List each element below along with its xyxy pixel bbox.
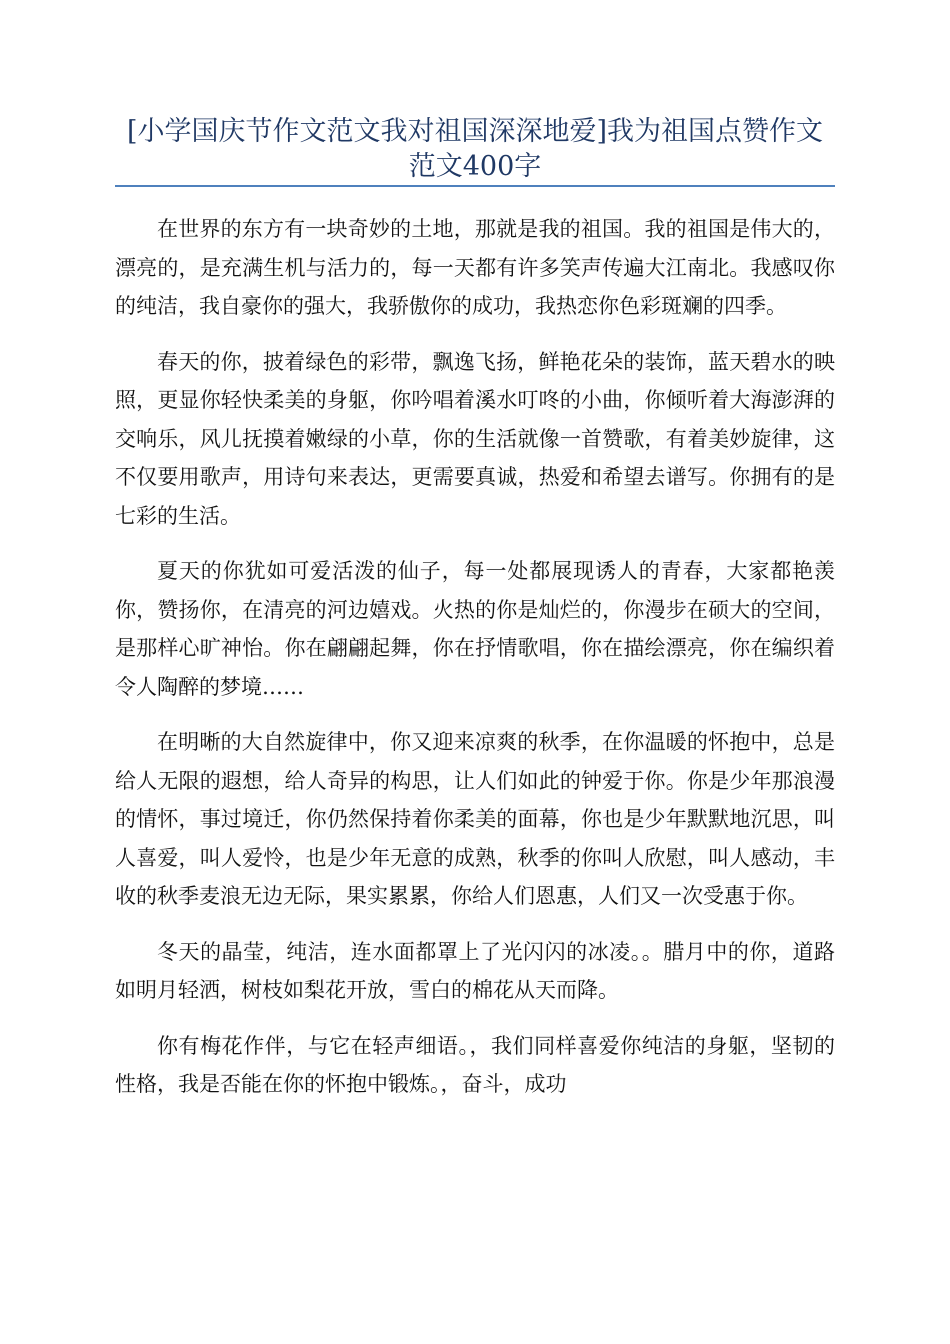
title-underline: [115, 185, 835, 187]
paragraph-4: 在明晰的大自然旋律中，你又迎来凉爽的秋季，在你温暖的怀抱中，总是给人无限的遐想，给人奇异的构思，让人们如此的钟爱于你。你是少年那浪漫的情怀，事过境迁，你仍然保持着你柔美的面幕，你也是少年默默地沉思，叫人喜爱，叫人爱怜，也是少年无意的成熟，秋季的你叫人欣慰，叫人感动，丰收的秋季麦浪无边无际，果实累累，你给人们恩惠，人们又一次受惠于你。: [115, 730, 835, 908]
document-body: [115, 210, 835, 1121]
paragraph-6: 你有梅花作伴，与它在轻声细语。，我们同样喜爱你纯洁的身躯，坚韧的性格，我是否能在你的怀抱中锻炼。，奋斗，成功: [115, 1033, 835, 1096]
paragraph-2: 春天的你，披着绿色的彩带，飘逸飞扬，鲜艳花朵的装饰，蓝天碧水的映照，更显你轻快柔美的身躯，你吟唱着溪水叮咚的小曲，你倾听着大海澎湃的交响乐，风儿抚摸着嫩绿的小草，你的生活就像一首赞歌，有着美妙旋律，这不仅要用歌声，用诗句来表达，更需要真诚，热爱和希望去谱写。你拥有的是七彩的生活。: [115, 349, 835, 528]
paragraph-1: 在世界的东方有一块奇妙的土地，那就是我的祖国。我的祖国是伟大的，漂亮的，是充满生机与活力的，每一天都有许多笑声传遍大江南北。我感叹你的纯洁，我自豪你的强大，我骄傲你的成功，我热恋你色彩斑斓的四季。: [115, 217, 835, 318]
document-title: [小学国庆节作文范文我对祖国深深地爱]我为祖国点赞作文范文400字: [126, 116, 824, 182]
title-block: [115, 114, 835, 184]
paragraph-5: 冬天的晶莹，纯洁，连水面都罩上了光闪闪的冰凌。。腊月中的你，道路如明月轻洒，树枝如梨花开放，雪白的棉花从天而降。: [115, 939, 835, 1002]
paragraph-3: 夏天的你犹如可爱活泼的仙子，每一处都展现诱人的青春，大家都艳羡你，赞扬你，在清亮的河边嬉戏。火热的你是灿烂的，你漫步在硕大的空间，是那样心旷神怡。你在翩翩起舞，你在抒情歌唱，你在描绘漂亮，你在编织着令人陶醉的梦境……: [115, 559, 835, 699]
